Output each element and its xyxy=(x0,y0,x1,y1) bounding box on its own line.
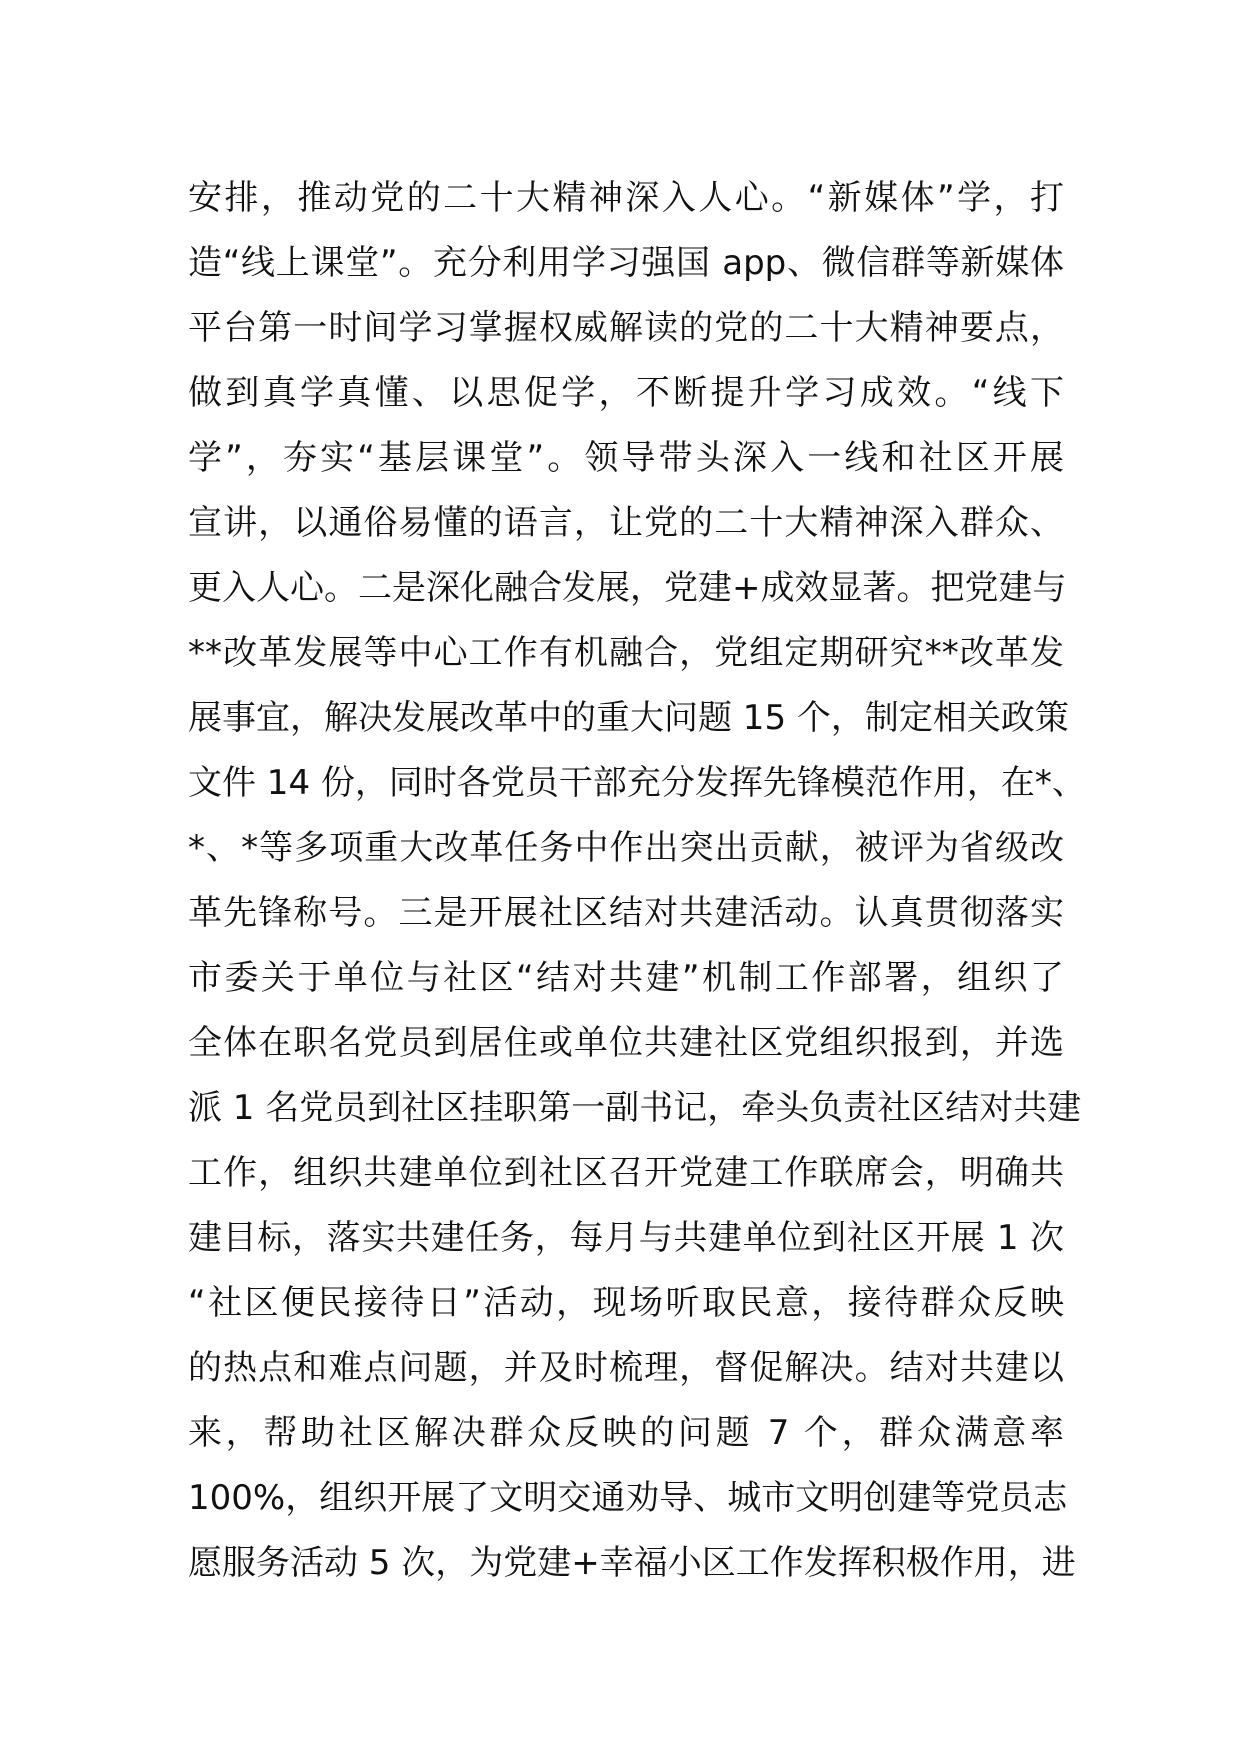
body-paragraph xyxy=(188,166,1086,1596)
text-line-3: 平台第一时间学习掌握权威解读的党的二十大精神要点， xyxy=(188,308,1064,348)
text-line-12: 革先锋称号。三是开展社区结对共建活动。认真贯彻落实 xyxy=(188,893,1064,933)
text-line-6: 宣讲，以通俗易懂的语言，让党的二十大精神深入群众、 xyxy=(188,503,1064,543)
text-line-1: 安排，推动党的二十大精神深入人心。“新媒体”学，打 xyxy=(188,178,1064,218)
text-line-19: 的热点和难点问题，并及时梳理，督促解决。结对共建以 xyxy=(188,1348,1064,1388)
text-line-10: 文件 14 份，同时各党员干部充分发挥先锋模范作用，在*、 xyxy=(188,763,1086,803)
text-line-21: 100%，组织开展了文明交通劝导、城市文明创建等党员志 xyxy=(188,1478,1068,1518)
text-line-4: 做到真学真懂、以思促学，不断提升学习成效。“线下 xyxy=(188,373,1064,413)
text-line-14: 全体在职名党员到居住或单位共建社区党组织报到，并选 xyxy=(188,1023,1064,1063)
text-line-16: 工作，组织共建单位到社区召开党建工作联席会，明确共 xyxy=(188,1153,1064,1193)
text-line-7: 更入人心。二是深化融合发展，党建+成效显著。把党建与 xyxy=(188,568,1067,608)
text-line-2: 造“线上课堂”。充分利用学习强国 app、微信群等新媒体 xyxy=(188,243,1064,283)
text-line-15: 派 1 名党员到社区挂职第一副书记，牵头负责社区结对共建 xyxy=(188,1088,1082,1128)
text-line-20: 来，帮助社区解决群众反映的问题 7 个，群众满意率 xyxy=(188,1413,1064,1453)
text-line-17: 建目标，落实共建任务，每月与共建单位到社区开展 1 次 xyxy=(188,1218,1064,1258)
text-line-8: **改革发展等中心工作有机融合，党组定期研究**改革发 xyxy=(188,633,1064,673)
text-line-9: 展事宜，解决发展改革中的重大问题 15 个，制定相关政策 xyxy=(188,698,1069,738)
text-line-5: 学”，夯实“基层课堂”。领导带头深入一线和社区开展 xyxy=(188,438,1064,478)
text-line-22: 愿服务活动 5 次，为党建+幸福小区工作发挥积极作用，进 xyxy=(188,1543,1076,1583)
text-line-11: *、*等多项重大改革任务中作出突出贡献，被评为省级改 xyxy=(188,828,1064,868)
text-line-13: 市委关于单位与社区“结对共建”机制工作部署，组织了 xyxy=(188,958,1064,998)
text-line-18: “社区便民接待日”活动，现场听取民意，接待群众反映 xyxy=(188,1283,1064,1323)
